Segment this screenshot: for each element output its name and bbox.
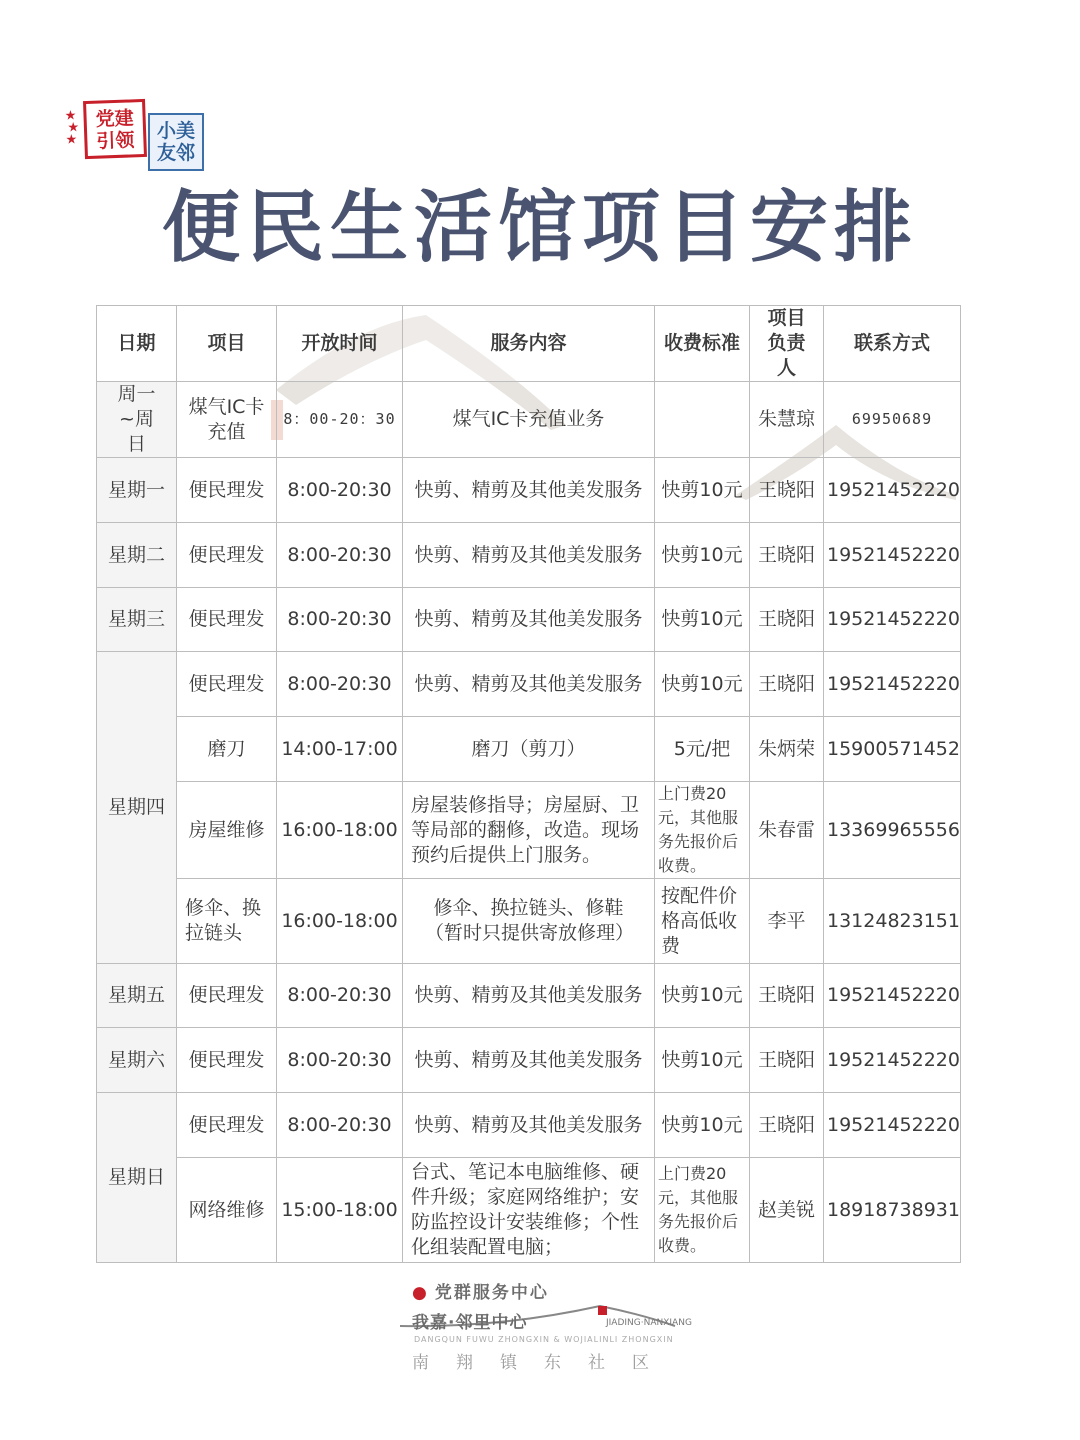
row-fee: 按配件价格高低收费	[655, 879, 750, 964]
row-owner: 王晓阳	[750, 652, 824, 717]
row-fee: 快剪10元	[655, 1028, 750, 1093]
schedule-table-wrap	[96, 305, 960, 1263]
row-day: 星期日	[97, 1093, 177, 1263]
table-row	[97, 523, 961, 588]
neighbor-logo-text: 小美友邻	[156, 120, 195, 164]
row-fee: 快剪10元	[655, 964, 750, 1028]
row-fee: 上门费20元，其他服务先报价后收费。	[655, 782, 750, 879]
row-content: 修伞、换拉链头、修鞋（暂时只提供寄放修理）	[403, 879, 655, 964]
table-row	[97, 1158, 961, 1263]
row-owner: 朱春雷	[750, 782, 824, 879]
row-project: 便民理发	[177, 964, 277, 1028]
table-row	[97, 1028, 961, 1093]
table-row	[97, 652, 961, 717]
row-project: 磨刀	[177, 717, 277, 782]
row-content: 房屋装修指导；房屋厨、卫等局部的翻修，改造。现场预约后提供上门服务。	[403, 782, 655, 879]
footer-line2: 我嘉·邻里中心	[412, 1313, 528, 1333]
row-contact: 19521452220	[824, 458, 961, 523]
row-time: 8:00-20:30	[277, 652, 403, 717]
row-day: 星期三	[97, 588, 177, 652]
row-time: 16:00-18:00	[277, 879, 403, 964]
table-header-row	[97, 306, 961, 382]
row-project: 房屋维修	[177, 782, 277, 879]
row-time: 8:00-20:30	[277, 964, 403, 1028]
row-owner: 王晓阳	[750, 523, 824, 588]
row-project: 便民理发	[177, 588, 277, 652]
row-contact: 13124823151	[824, 879, 961, 964]
row-content: 快剪、精剪及其他美发服务	[403, 1028, 655, 1093]
row-content: 快剪、精剪及其他美发服务	[403, 523, 655, 588]
row-fee: 5元/把	[655, 717, 750, 782]
row-contact: 15900571452	[824, 717, 961, 782]
page-title: 便民生活馆项目安排	[161, 183, 918, 273]
row-time: 8:00-20:30	[277, 523, 403, 588]
table-row	[97, 458, 961, 523]
row-content: 快剪、精剪及其他美发服务	[403, 458, 655, 523]
row-day: 星期六	[97, 1028, 177, 1093]
row-time: 16:00-18:00	[277, 782, 403, 879]
header-project: 项目	[177, 306, 277, 382]
table-row	[97, 588, 961, 652]
row-time: 8：00-20：30	[277, 382, 403, 458]
row-contact: 69950689	[824, 382, 961, 458]
party-building-logo-text: 党建引领	[95, 107, 135, 153]
row-day: 星期二	[97, 523, 177, 588]
footer-brand-en: JIADING·NANXIANG	[606, 1318, 692, 1328]
row-fee: 上门费20元，其他服务先报价后收费。	[655, 1158, 750, 1263]
table-row	[97, 879, 961, 964]
row-project: 便民理发	[177, 652, 277, 717]
row-day: 星期五	[97, 964, 177, 1028]
header-date: 日期	[97, 306, 177, 382]
neighbor-logo	[148, 113, 204, 171]
header-time: 开放时间	[277, 306, 403, 382]
row-time: 8:00-20:30	[277, 588, 403, 652]
row-contact: 19521452220	[824, 652, 961, 717]
row-project: 便民理发	[177, 1028, 277, 1093]
row-project: 便民理发	[177, 1093, 277, 1158]
footer-logo	[400, 1278, 690, 1388]
schedule-table	[96, 305, 961, 1263]
row-fee: 快剪10元	[655, 1093, 750, 1158]
row-fee: 快剪10元	[655, 458, 750, 523]
row-contact: 19521452220	[824, 588, 961, 652]
row-time: 15:00-18:00	[277, 1158, 403, 1263]
header-owner: 项目负责人	[750, 306, 824, 382]
row-owner: 王晓阳	[750, 458, 824, 523]
row-owner: 赵美锐	[750, 1158, 824, 1263]
row-contact: 19521452220	[824, 964, 961, 1028]
table-row	[97, 1093, 961, 1158]
footer-community: 南翔镇东社区	[412, 1353, 676, 1373]
row-fee: 快剪10元	[655, 588, 750, 652]
party-emblem-icon: ●	[412, 1283, 429, 1303]
row-owner: 李平	[750, 879, 824, 964]
row-project: 煤气IC卡充值	[177, 382, 277, 458]
header-content: 服务内容	[403, 306, 655, 382]
table-row	[97, 782, 961, 879]
row-day: 星期一	[97, 458, 177, 523]
row-content: 快剪、精剪及其他美发服务	[403, 588, 655, 652]
table-row	[97, 717, 961, 782]
row-time: 8:00-20:30	[277, 1028, 403, 1093]
header-contact: 联系方式	[824, 306, 961, 382]
row-owner: 王晓阳	[750, 1028, 824, 1093]
row-content: 快剪、精剪及其他美发服务	[403, 652, 655, 717]
row-project: 便民理发	[177, 458, 277, 523]
row-content: 煤气IC卡充值业务	[403, 382, 655, 458]
row-owner: 朱炳荣	[750, 717, 824, 782]
footer-line1-text: 党群服务中心	[434, 1283, 549, 1303]
row-contact: 19521452220	[824, 523, 961, 588]
row-fee: 快剪10元	[655, 652, 750, 717]
row-fee	[655, 382, 750, 458]
row-project: 修伞、换拉链头	[177, 879, 277, 964]
row-time: 14:00-17:00	[277, 717, 403, 782]
footer-en-small: DANGQUN FUWU ZHONGXIN & WOJIALINLI ZHONGXIN	[414, 1335, 674, 1344]
row-content: 快剪、精剪及其他美发服务	[403, 1093, 655, 1158]
row-fee: 快剪10元	[655, 523, 750, 588]
row-content: 台式、笔记本电脑维修、硬件升级；家庭网络维护；安防监控设计安装维修；个性化组装配置电脑；	[403, 1158, 655, 1263]
table-row	[97, 964, 961, 1028]
party-building-logo	[62, 99, 147, 159]
row-contact: 19521452220	[824, 1028, 961, 1093]
row-owner: 王晓阳	[750, 588, 824, 652]
table-row	[97, 382, 961, 458]
row-day: 周一~周日	[97, 382, 177, 458]
row-contact: 19521452220	[824, 1093, 961, 1158]
row-owner: 朱慧琼	[750, 382, 824, 458]
row-project: 便民理发	[177, 523, 277, 588]
star-icon: ★ ★ ★	[62, 108, 80, 148]
row-owner: 王晓阳	[750, 1093, 824, 1158]
row-content: 快剪、精剪及其他美发服务	[403, 964, 655, 1028]
row-project: 网络维修	[177, 1158, 277, 1263]
row-contact: 13369965556	[824, 782, 961, 879]
row-contact: 18918738931	[824, 1158, 961, 1263]
row-time: 8:00-20:30	[277, 1093, 403, 1158]
row-day: 星期四	[97, 652, 177, 964]
row-owner: 王晓阳	[750, 964, 824, 1028]
row-content: 磨刀（剪刀）	[403, 717, 655, 782]
row-time: 8:00-20:30	[277, 458, 403, 523]
header-fee: 收费标准	[655, 306, 750, 382]
